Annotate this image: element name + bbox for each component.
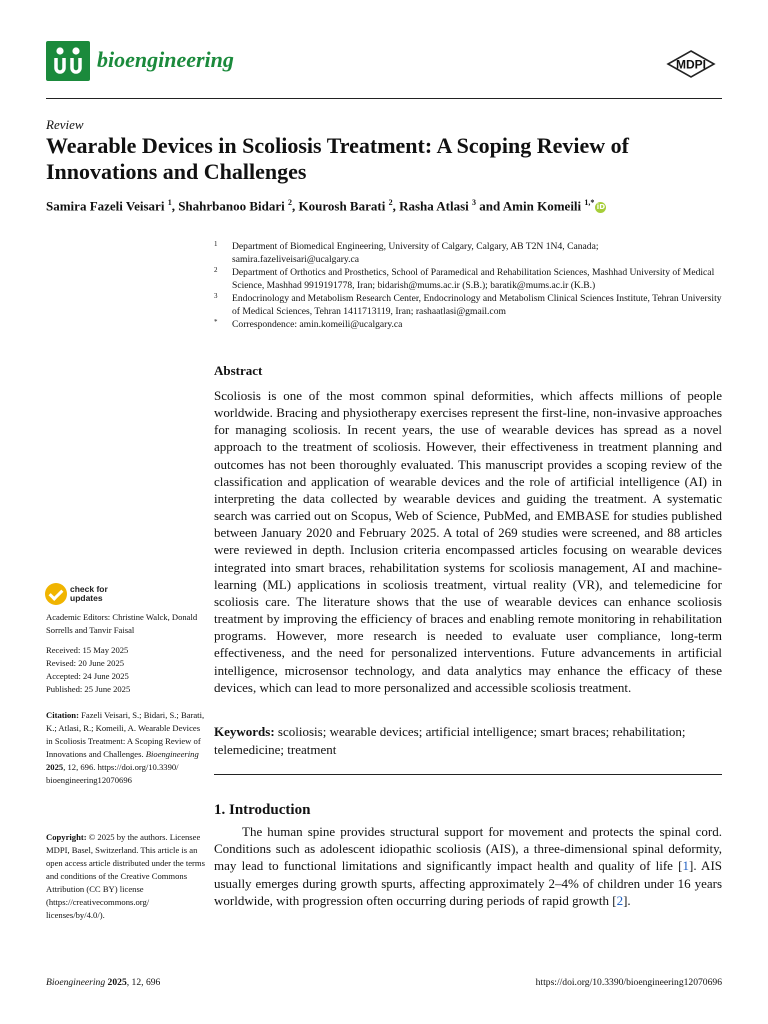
affiliation-item [214,318,724,331]
citation-label: Citation: [46,710,79,720]
author-name: Samira Fazeli Veisari [46,198,168,214]
check-updates-line1: check for [70,584,108,594]
keywords-label: Keywords: [214,724,275,739]
citation-doi[interactable]: , 12, 696. https://doi.org/10.3390/ bioengineering12070696 [46,762,179,785]
copyright-block [46,831,206,922]
intro-text-part: ]. [623,892,631,908]
copyright-text: © 2025 by the authors. Licensee MDPI, Basel, Switzerland. This article is an open access article distributed under the terms and conditions of the Creative Commons Attribution (CC BY) license (https://creativecommons.org/ licenses/by/4.0/). [46,832,205,920]
footer-journal: Bioengineering [46,977,106,988]
copyright-label: Copyright: [46,832,87,842]
abstract-heading: Abstract [214,363,263,378]
author-affiliation-marker: 2 [388,198,393,207]
check-updates-icon [45,583,67,605]
affiliation-text: Department of Biomedical Engineering, University of Calgary, Calgary, AB T2N 1N4, Canada; samira.fazeliveisari@ucalgary.ca [232,241,599,265]
publisher-logo[interactable] [666,50,716,83]
author-name: Kourosh Barati [298,198,389,214]
published-date: Published: 25 June 2025 [46,684,131,694]
author-list [46,198,606,214]
keywords-text: scoliosis; wearable devices; artificial intelligence; smart braces; rehabilitation; telemedicine; treatment [214,724,686,757]
author-name: Amin Komeili [502,198,585,214]
author-name: Shahrbanoo Bidari [178,198,289,214]
article-type: Review [46,117,84,132]
affiliation-number: 3 [214,292,218,300]
intro-text-part: The human spine provides structural support for movement and protects the spinal cord. Conditions such as adolescent idiopathic scoliosis (AIS), a three-dimensional spinal deformity, may lead to functional limitations and significantly impact health and quality of life [ [214,824,722,874]
affiliation-number: * [214,318,218,326]
revised-date: Revised: 20 June 2025 [46,658,125,668]
author-separator: , [171,198,179,214]
affiliation-item [214,266,724,292]
reference-link[interactable]: 1 [682,858,689,874]
footer-doi-link[interactable]: https://doi.org/10.3390/bioengineering12070696 [535,977,722,988]
author-affiliation-marker: 3 [472,198,477,207]
publication-dates [46,644,206,696]
orcid-icon[interactable]: iD [596,203,606,212]
intro-text-part: ]. AIS usually emerges during growth spurts, affecting approximately 2–4% of children under 16 years worldwide, with progression often occurring during periods of rapid growth [ [214,858,723,908]
footer-volume: , 12, 696 [126,977,161,988]
article-title: Wearable Devices in Scoliosis Treatment: A Scoping Review of Innovations and Challenges [46,133,629,184]
keywords-divider [214,774,722,775]
introduction-text [214,823,722,909]
affiliation-text: Correspondence: amin.komeili@ucalgary.ca [232,319,403,330]
affiliation-number: 2 [214,266,218,274]
keywords [214,723,722,758]
header-divider [46,98,722,99]
introduction-heading: 1. Introduction [214,802,311,818]
check-updates-line2: updates [70,593,103,603]
citation-block [46,709,206,787]
abstract-text: Scoliosis is one of the most common spinal deformities, which affects millions of people worldwide. Bracing and physiotherapy exercises represent the first-line, non-invasive approaches for managing scoliosis. In recent years, the use of wearable devices has spread as a novel approach to the treatment of scoliosis. However, their effectiveness in treatment planning and outcomes has not been thoroughly evaluated. This manuscript provides a scoping review of the classification and application of wearable devices and the role of artificial intelligence (AI) in interpreting the data collected by wearable devices and guiding the treatment. A systematic search was carried out on Scopus, Web of Science, PubMed, and EMBASE for studies published between January 2020 and February 2025. A total of 269 studies were screened, and 88 articles were reviewed in depth. Inclusion criteria encompassed articles focusing on wearable devices integrated into smart braces, rehabilitation systems for scoliosis management, AI and machine-learning (ML) applications in scoliosis treatment, virtual reality (VR), and telemedicine for scoliosis care. The literature shows that the use of wearable devices can enhance scoliosis treatment by improving the efficiency of braces and enabling remote monitoring in rehabilitation programs. However, more research is needed to evaluate user compliance, long-term effectiveness, and the need for personalized interventions. Future advancements in artificial intelligence, microsensor technology, and data analytics may enhance the efficacy of these devices, which can lead to more personalized and accessible scoliosis treatment. [214,388,722,695]
check-for-updates-button[interactable] [45,583,108,605]
affiliations [214,240,724,331]
accepted-date: Accepted: 24 June 2025 [46,671,129,681]
author-affiliation-marker: 1,* [584,198,595,207]
citation-journal: Bioengineering [145,749,199,759]
affiliation-item [214,292,724,318]
journal-name[interactable]: bioengineering [97,47,234,72]
citation-year: 2025 [46,762,64,772]
citation-text: Fazeli Veisari, S.; Bidari, S.; Barati, K.; Atlasi, R.; Komeili, A. Wearable Devices in Scoliosis Treatment: A Scoping Review of Innovations and Challenges. [46,710,205,759]
author-affiliation-marker: 1 [167,198,172,207]
affiliation-item [214,240,724,266]
journal-logo-icon [46,41,90,81]
reference-link[interactable]: 2 [616,892,624,908]
check-updates-label [70,585,108,603]
author-affiliation-marker: 2 [288,198,293,207]
author-separator: and [476,198,503,214]
affiliation-number: 1 [214,240,218,248]
affiliation-text: Endocrinology and Metabolism Research Center, Endocrinology and Metabolism Clinical Sciences Institute, Tehran University of Medical Sciences, Tehran 1411713119, Iran; rashaatlasi@gmail.com [232,293,722,317]
author-separator: , [392,198,400,214]
received-date: Received: 15 May 2025 [46,645,129,655]
author-name: Rasha Atlasi [399,198,473,214]
affiliation-text: Department of Orthotics and Prosthetics, School of Paramedical and Rehabilitation Sciences, Mashhad University of Medical Science, Mashhad 9919191778, Iran; bidarish@mums.ac.ir (S.B.); baratik@mums.ac.ir (K.B.) [232,267,715,291]
academic-editors: Academic Editors: Christine Walck, Donald Sorrells and Tanvir Faisal [46,612,198,635]
footer-citation [46,977,160,988]
author-separator: , [292,198,299,214]
publisher-name: MDPI [676,57,706,72]
footer-year: 2025 [105,977,127,988]
